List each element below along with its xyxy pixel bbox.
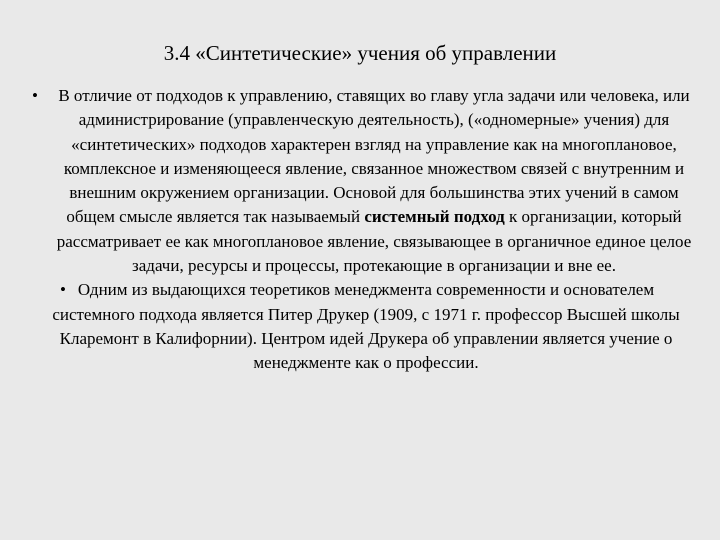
bullet-text: Одним из выдающихся теоретиков менеджмента современности и основателем системного подхода является Питер Друкер (1909, с 1971 г. профессор Высшей школы Кларемонт в Калифорнии). Центром идей Друкера об управлении является учение о менеджменте как о профессии. — [52, 280, 680, 373]
bullet-item — [40, 278, 692, 375]
bullet-text-bold: системный подход — [364, 207, 505, 227]
bullet-text-part2: к организации, который рассматривает ее как многоплановое явление, связывающее в органичное единое целое задачи, ресурсы и процессы, протекающие в организации и вне ее. — [56, 207, 692, 276]
slide-title: 3.4 «Синтетические» учения об управлении — [163, 41, 557, 65]
bullet-icon: • — [32, 86, 38, 105]
bullet-text-part1: В отличие от подходов к управлению, ставящих во главу угла задачи или человека, или администрирование (управленческую деятельность), («одномерные» учения) для «синтетических» подходов характерен взгляд на управление как на многоплановое, комплексное и изменяющееся явление, связанное множеством связей с внутренним и внешним окружением организации. Основой для большинства этих учений в самом общем смысле является так называемый — [58, 86, 690, 227]
bullet-icon: • — [60, 280, 66, 300]
bullet-list — [32, 84, 692, 376]
bullet-item — [32, 84, 692, 278]
bullet-text — [40, 84, 692, 278]
